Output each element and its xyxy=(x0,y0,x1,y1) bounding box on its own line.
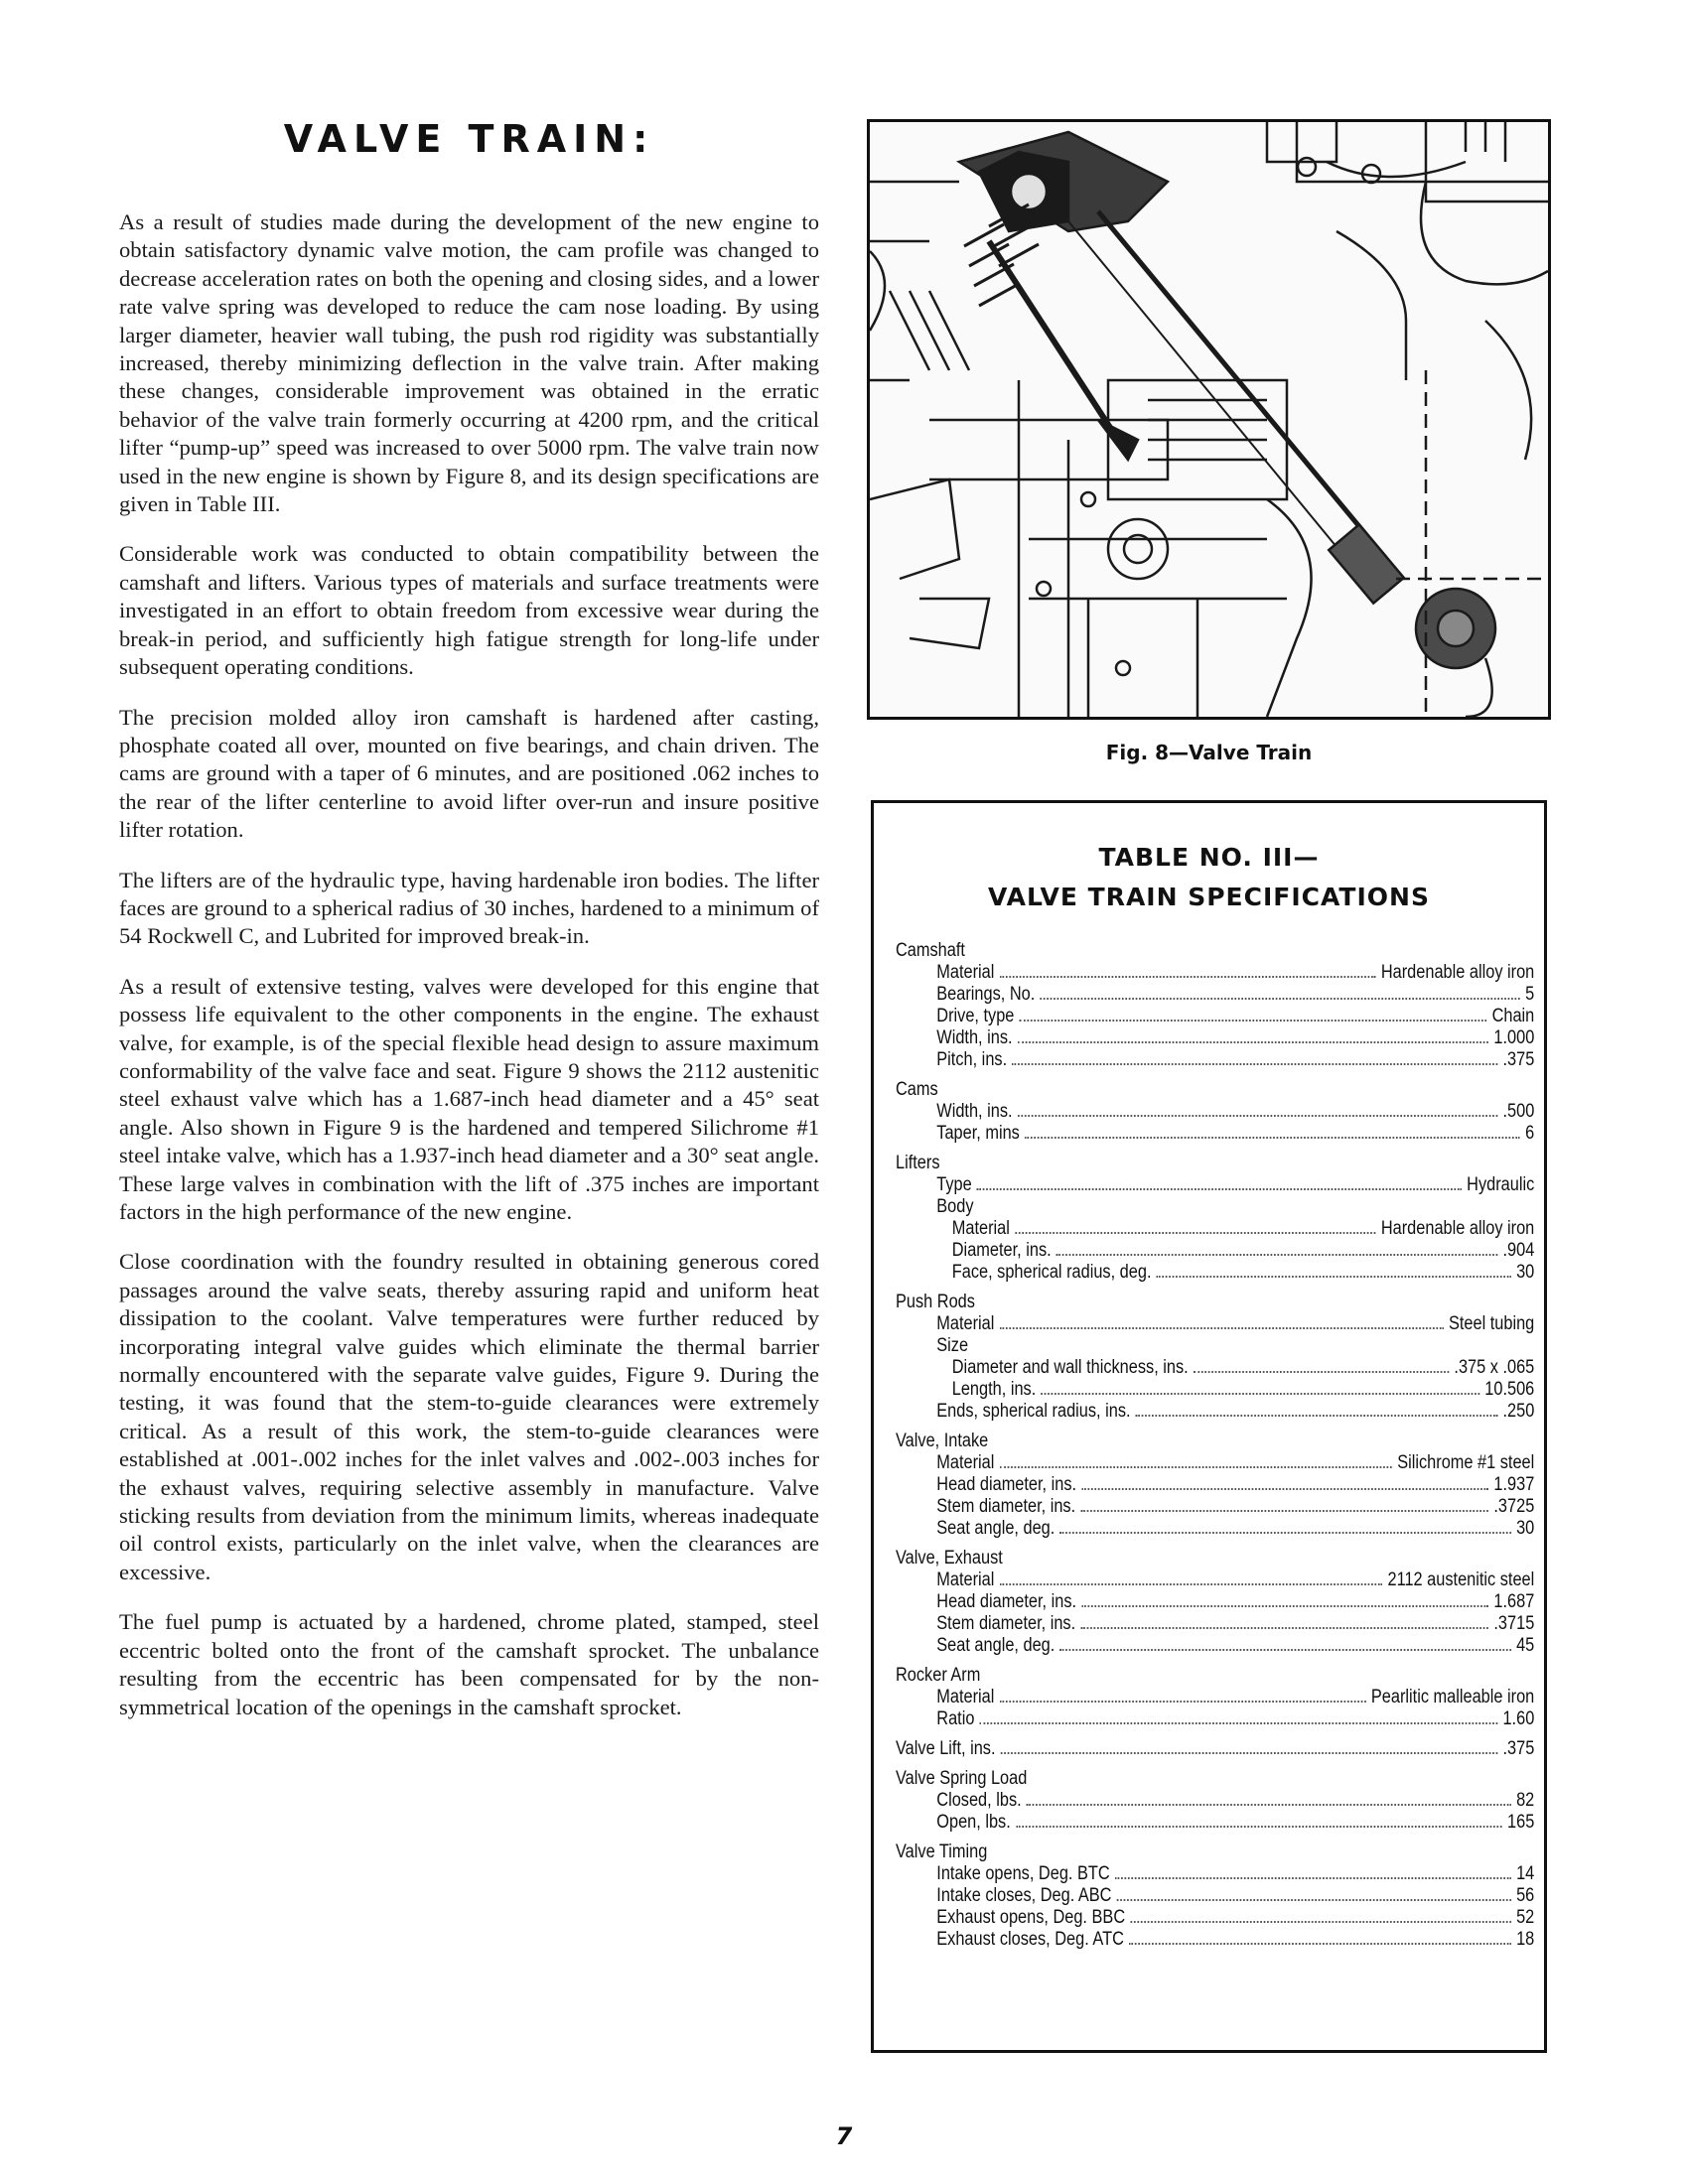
spec-value: Pearlitic malleable iron xyxy=(1370,1687,1535,1707)
spec-value: 56 xyxy=(1516,1885,1535,1906)
dot-leader xyxy=(1018,1041,1489,1043)
body-paragraph: The lifters are of the hydraulic type, having hardenable iron bodies. The lifter faces are ground to a spherical radius of 30 inches, hardened to a minimum of 54 Rockwell C, and Lubrited for improved break-in. xyxy=(119,867,819,949)
spec-row xyxy=(896,1474,1534,1496)
spec-row xyxy=(896,1101,1534,1123)
dot-leader xyxy=(1081,1605,1488,1607)
spec-group xyxy=(896,1768,1535,1834)
page-number: 7 xyxy=(835,2122,853,2150)
spec-value: 1.687 xyxy=(1493,1591,1535,1612)
spec-row xyxy=(896,1812,1534,1834)
table-title-line1: TABLE NO. III— xyxy=(1098,843,1320,872)
dot-leader xyxy=(1000,1583,1383,1585)
spec-row xyxy=(896,1027,1534,1049)
spec-label: Material xyxy=(936,1313,995,1334)
dot-leader xyxy=(1080,1510,1488,1512)
dot-leader xyxy=(1000,976,1376,978)
spec-row xyxy=(896,1049,1534,1071)
dot-leader xyxy=(1000,1466,1393,1468)
spec-label: Head diameter, ins. xyxy=(936,1591,1077,1612)
dot-leader xyxy=(1130,1921,1511,1923)
spec-group-title: Lifters xyxy=(896,1153,940,1173)
spec-row xyxy=(896,1357,1534,1379)
spec-row xyxy=(896,1240,1534,1262)
dot-leader xyxy=(1000,1327,1444,1329)
body-paragraph: As a result of studies made during the development of the new engine to obtain satisfactory dynamic valve motion, the cam profile was changed to decrease acceleration rates on both the opening and closing sides, and a lower rate valve spring was developed to reduce the cam nose loading. By using larger diameter, heavier wall tubing, the push rod rigidity was substantially increased, thereby minimizing deflection in the valve train. After making these changes, considerable improvement was obtained in the erratic behavior of the valve train formerly occurring at 4200 rpm, and the critical lifter “pump-up” speed was increased to over 5000 rpm. The valve train now used in the new engine is shown by Figure 8, and its design specifications are given in Table III. xyxy=(119,209,819,517)
dot-leader xyxy=(1040,998,1520,1000)
spec-label: Seat angle, deg. xyxy=(936,1635,1055,1656)
spec-group xyxy=(896,1665,1535,1730)
dot-leader xyxy=(1027,1804,1511,1806)
spec-label: Closed, lbs. xyxy=(936,1790,1022,1811)
spec-label: Intake closes, Deg. ABC xyxy=(936,1885,1112,1906)
spec-group-title: Cams xyxy=(896,1079,938,1100)
spec-row xyxy=(896,1379,1534,1401)
spec-label: Face, spherical radius, deg. xyxy=(951,1262,1152,1283)
spec-row xyxy=(896,1196,1534,1218)
spec-group-title: Valve Spring Load xyxy=(896,1768,1028,1789)
spec-label: Diameter, ins. xyxy=(951,1240,1052,1261)
spec-value: .500 xyxy=(1502,1101,1535,1122)
spec-value: .375 xyxy=(1502,1049,1535,1070)
spec-row xyxy=(896,1452,1534,1474)
spec-value: 14 xyxy=(1516,1863,1535,1884)
spec-label: Exhaust closes, Deg. ATC xyxy=(936,1929,1124,1950)
spec-value: 18 xyxy=(1516,1929,1535,1950)
spec-row xyxy=(896,1401,1534,1423)
body-paragraph: The fuel pump is actuated by a hardened, chrome plated, stamped, steel eccentric bolted onto the front of the camshaft sprocket. The unbalance resulting from the eccentric has been compensated for by the non-symmetrical location of the openings in the camshaft sprocket. xyxy=(119,1609,819,1719)
spec-label: Width, ins. xyxy=(936,1101,1013,1122)
dot-leader xyxy=(977,1188,1462,1190)
spec-label: Open, lbs. xyxy=(936,1812,1011,1833)
spec-value: Steel tubing xyxy=(1448,1313,1535,1334)
spec-row xyxy=(896,1613,1534,1635)
spec-value: Hydraulic xyxy=(1467,1174,1535,1195)
spec-value: 165 xyxy=(1507,1812,1535,1833)
spec-label: Width, ins. xyxy=(936,1027,1013,1048)
dot-leader xyxy=(1000,1701,1366,1703)
spec-value: .375 xyxy=(1502,1738,1535,1759)
spec-row xyxy=(896,1123,1534,1145)
dot-leader xyxy=(980,1722,1498,1724)
spec-label: Bearings, No. xyxy=(936,984,1036,1005)
body-paragraph: As a result of extensive testing, valves were developed for this engine that possess life equivalent to the other components in the engine. The exhaust valve, for example, is of the special flexible head design to assure maximum conformability of the valve face and seat. Figure 9 shows the 2112 austenitic steel exhaust valve which has a 1.687-inch head diameter and a 45° seat angle. Also shown in Figure 9 is the hardened and tempered Silichrome #1 steel intake valve, which has a 1.937-inch head diameter and a 30° seat angle. These large valves in combination with the lift of .375 inches are important factors in the high performance of the new engine. xyxy=(119,973,819,1224)
spec-row xyxy=(896,1262,1534,1284)
dot-leader xyxy=(1129,1943,1511,1945)
spec-row xyxy=(896,1929,1534,1951)
spec-value: 10.506 xyxy=(1484,1379,1535,1400)
spec-label: Seat angle, deg. xyxy=(936,1518,1055,1539)
spec-row xyxy=(896,1335,1534,1357)
spec-value: 30 xyxy=(1516,1262,1535,1283)
spec-value: 1.60 xyxy=(1502,1708,1535,1729)
dot-leader xyxy=(1018,1115,1498,1117)
spec-label: Material xyxy=(936,1452,995,1473)
spec-value: 30 xyxy=(1516,1518,1535,1539)
spec-row xyxy=(896,1738,1534,1760)
spec-row xyxy=(896,1591,1534,1613)
spec-label: Pitch, ins. xyxy=(936,1049,1008,1070)
spec-value: 5 xyxy=(1525,984,1535,1005)
spec-label: Valve Lift, ins. xyxy=(896,1738,996,1759)
spec-value: 45 xyxy=(1516,1635,1535,1656)
spec-row xyxy=(896,1708,1534,1730)
spec-group xyxy=(896,1079,1535,1145)
spec-value: 52 xyxy=(1516,1907,1535,1928)
table-title-line2: VALVE TRAIN SPECIFICATIONS xyxy=(988,883,1430,911)
valve-train-figure xyxy=(867,119,1551,720)
section-heading: VALVE TRAIN: xyxy=(283,117,655,161)
spec-value: .904 xyxy=(1502,1240,1535,1261)
spec-label: Drive, type xyxy=(936,1006,1015,1026)
spec-label: Exhaust opens, Deg. BBC xyxy=(936,1907,1126,1928)
spec-label: Stem diameter, ins. xyxy=(936,1496,1076,1517)
dot-leader xyxy=(1115,1877,1511,1879)
spec-value: Silichrome #1 steel xyxy=(1397,1452,1535,1473)
dot-leader xyxy=(1015,1232,1376,1234)
dot-leader xyxy=(1136,1415,1498,1417)
spec-value: Hardenable alloy iron xyxy=(1380,1218,1535,1239)
dot-leader xyxy=(1059,1649,1510,1651)
dot-leader xyxy=(1194,1371,1449,1373)
spec-group-title: Push Rods xyxy=(896,1292,975,1312)
dot-leader xyxy=(1025,1137,1520,1139)
article-column xyxy=(119,117,819,1743)
spec-group xyxy=(896,1153,1535,1284)
spec-row xyxy=(896,1174,1534,1196)
spec-value: .3715 xyxy=(1493,1613,1535,1634)
body-paragraph: Considerable work was conducted to obtain compatibility between the camshaft and lifters. Various types of materials and surface treatments were investigated in an effort to obtain freedom from excessive wear during the break-in period, and sufficiently high fatigue strength for long-life under subsequent operating conditions. xyxy=(119,541,819,680)
spec-value: .375 x .065 xyxy=(1454,1357,1535,1378)
spec-group xyxy=(896,1292,1535,1423)
spec-group-title: Rocker Arm xyxy=(896,1665,981,1686)
spec-group-title: Valve Timing xyxy=(896,1842,988,1862)
spec-row xyxy=(896,1687,1534,1708)
spec-label: Diameter and wall thickness, ins. xyxy=(951,1357,1189,1378)
spec-label: Length, ins. xyxy=(951,1379,1037,1400)
dot-leader xyxy=(1157,1276,1511,1278)
spec-row xyxy=(896,1635,1534,1657)
spec-label: Ends, spherical radius, ins. xyxy=(936,1401,1131,1422)
spec-row xyxy=(896,1907,1534,1929)
spec-value: 2112 austenitic steel xyxy=(1387,1570,1535,1590)
spec-label: Size xyxy=(936,1335,969,1356)
dot-leader xyxy=(1012,1063,1497,1065)
dot-leader xyxy=(1041,1393,1479,1395)
spec-group xyxy=(896,1431,1535,1540)
spec-label: Material xyxy=(936,1687,995,1707)
spec-label: Taper, mins xyxy=(936,1123,1020,1144)
spec-label: Head diameter, ins. xyxy=(936,1474,1077,1495)
body-paragraph: Close coordination with the foundry resulted in obtaining generous cored passages around the valve seats, thereby assuring rapid and uniform heat dissipation to the coolant. Valve temperatures were further reduced by incorporating integral valve guides which eliminate the thermal barrier normally encountered with the separate valve guides, Figure 9. During the testing, it was found that the stem-to-guide clearances were extremely critical. As a result of this work, the stem-to-guide clearances were established at .001-.002 inches for the inlet valves and .002-.003 inches for the exhaust valves, requiring selective assembly in manufacture. Valve sticking results from deviation from the minimum limits, whereas inadequate oil control exists, particularly on the inlet valve, when the clearances are excessive. xyxy=(119,1249,819,1584)
spec-row xyxy=(896,1790,1534,1812)
spec-table xyxy=(871,800,1547,2053)
spec-label: Stem diameter, ins. xyxy=(936,1613,1076,1634)
spec-value: .3725 xyxy=(1493,1496,1535,1517)
spec-value: .250 xyxy=(1502,1401,1535,1422)
spec-label: Material xyxy=(936,962,995,983)
spec-group xyxy=(896,940,1535,1071)
spec-row xyxy=(896,1518,1534,1540)
spec-label: Material xyxy=(936,1570,995,1590)
spec-row xyxy=(896,1496,1534,1518)
table-title xyxy=(874,838,1544,917)
spec-group-title: Camshaft xyxy=(896,940,965,961)
spec-value: 6 xyxy=(1525,1123,1535,1144)
spec-label: Ratio xyxy=(936,1708,975,1729)
spec-row xyxy=(896,1863,1534,1885)
spec-group-title: Valve, Exhaust xyxy=(896,1548,1003,1569)
dot-leader xyxy=(1001,1752,1498,1754)
dot-leader xyxy=(1117,1899,1511,1901)
spec-group xyxy=(896,1738,1535,1760)
dot-leader xyxy=(1081,1488,1488,1490)
spec-value: Chain xyxy=(1491,1006,1535,1026)
dot-leader xyxy=(1080,1627,1488,1629)
dot-leader xyxy=(1016,1826,1502,1828)
dot-leader xyxy=(1056,1254,1497,1256)
spec-group xyxy=(896,1548,1535,1657)
spec-label: Intake opens, Deg. BTC xyxy=(936,1863,1110,1884)
spec-row xyxy=(896,962,1534,984)
spec-group-title: Valve, Intake xyxy=(896,1431,989,1451)
spec-row xyxy=(896,984,1534,1006)
spec-label: Type xyxy=(936,1174,972,1195)
spec-label: Material xyxy=(951,1218,1010,1239)
spec-rows xyxy=(896,940,1535,1959)
body-paragraph: The precision molded alloy iron camshaft is hardened after casting, phosphate coated all over, mounted on five bearings, and chain driven. The cams are ground with a taper of 6 minutes, and are positioned .062 inches to the rear of the lifter centerline to avoid lifter over-run and insure positive lifter rotation. xyxy=(119,704,819,843)
spec-row xyxy=(896,1006,1534,1027)
dot-leader xyxy=(1020,1020,1487,1022)
spec-value: Hardenable alloy iron xyxy=(1380,962,1535,983)
dot-leader xyxy=(1059,1532,1510,1534)
figure-caption: Fig. 8—Valve Train xyxy=(1105,741,1313,764)
spec-label: Body xyxy=(936,1196,974,1217)
spec-group xyxy=(896,1842,1535,1951)
spec-row xyxy=(896,1885,1534,1907)
spec-value: 1.000 xyxy=(1493,1027,1535,1048)
spec-row xyxy=(896,1570,1534,1591)
spec-value: 1.937 xyxy=(1493,1474,1535,1495)
valve-train-drawing xyxy=(870,122,1548,717)
spec-row xyxy=(896,1218,1534,1240)
spec-row xyxy=(896,1313,1534,1335)
spec-value: 82 xyxy=(1516,1790,1535,1811)
